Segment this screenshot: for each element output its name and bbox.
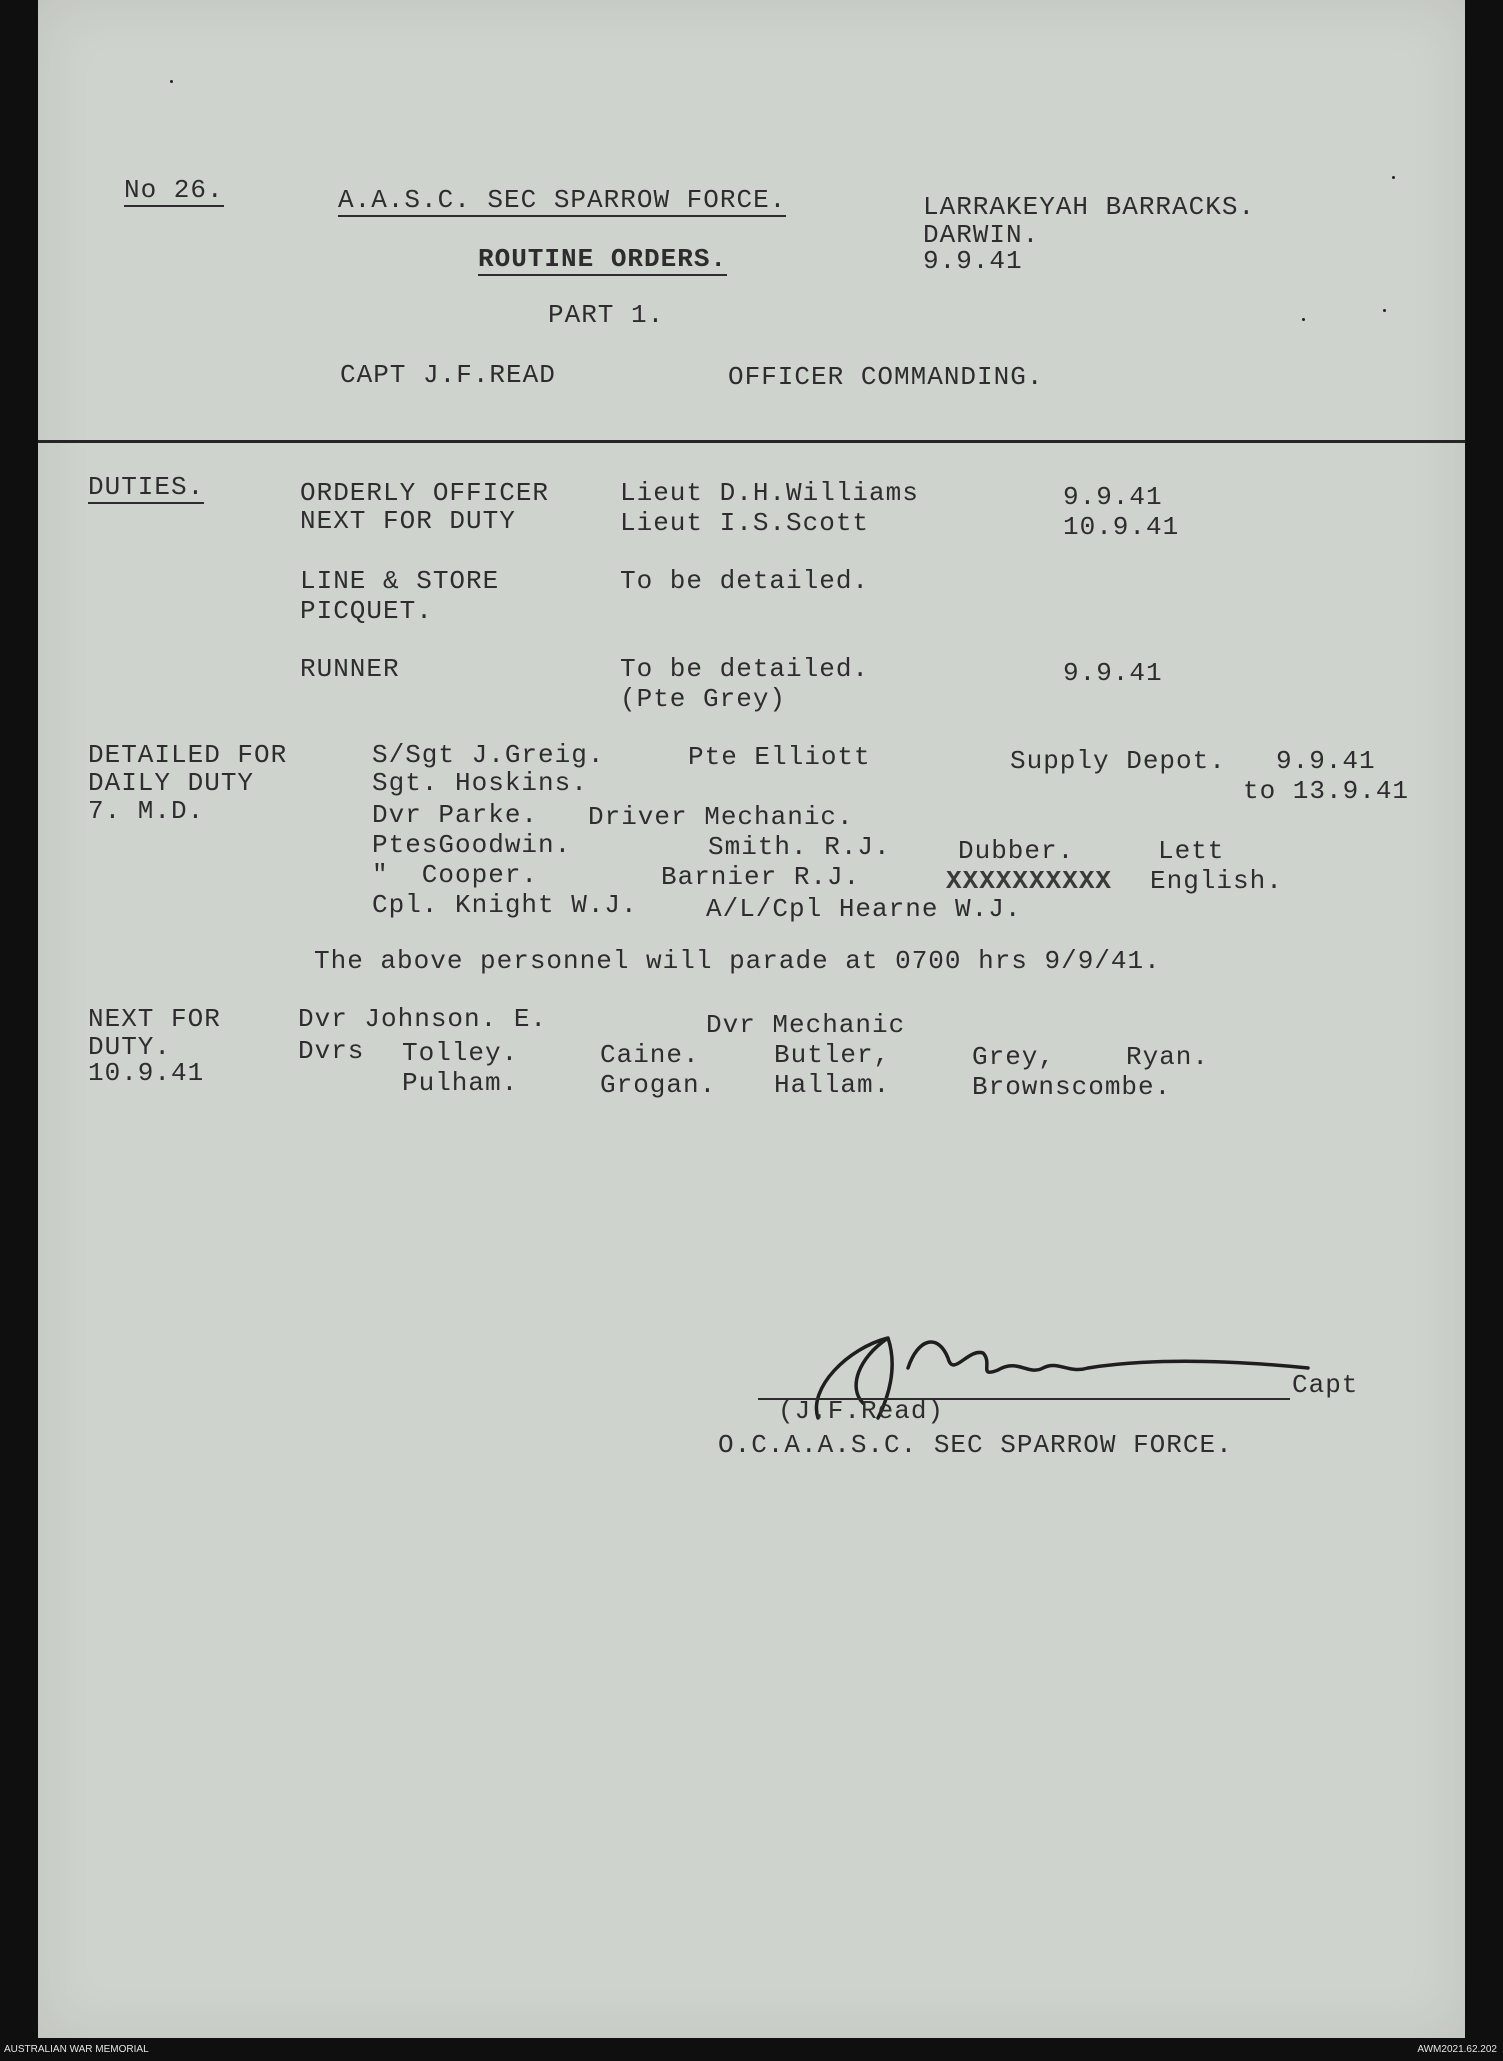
next-duty-heading: NEXT FOR	[88, 1004, 221, 1034]
next-duty-heading: 10.9.41	[88, 1058, 205, 1088]
duty-person: Lieut I.S.Scott	[620, 508, 870, 538]
order-date: 9.9.41	[923, 246, 1023, 276]
document-title: ROUTINE ORDERS.	[478, 244, 728, 274]
daily-duty-heading: DETAILED FOR	[88, 740, 288, 770]
daily-duty-entry: English.	[1150, 866, 1283, 896]
next-duty-entry: Grey,	[972, 1042, 1056, 1072]
location-line-2: DARWIN.	[923, 220, 1040, 250]
document-page	[38, 0, 1465, 2038]
daily-duty-entry: Supply Depot.	[1010, 746, 1226, 776]
paper-speck	[1383, 309, 1386, 312]
next-duty-entry: Pulham.	[402, 1068, 519, 1098]
order-number: No 26.	[124, 175, 224, 205]
daily-duty-entry: PtesGoodwin.	[372, 830, 572, 860]
next-duty-entry: Grogan.	[600, 1070, 717, 1100]
commander-name: CAPT J.F.READ	[340, 360, 556, 390]
duty-date: 10.9.41	[1063, 512, 1180, 542]
duty-person: To be detailed.	[620, 654, 870, 684]
duties-heading: DUTIES.	[88, 472, 205, 502]
archive-footer	[0, 2038, 1503, 2061]
next-duty-entry: Caine.	[600, 1040, 700, 1070]
struck-out-entry: XXXXXXXXXX	[946, 866, 1113, 896]
daily-duty-entry: Sgt. Hoskins.	[372, 768, 588, 798]
next-duty-heading: DUTY.	[88, 1032, 172, 1062]
daily-duty-entry: Driver Mechanic.	[588, 802, 854, 832]
daily-duty-entry: A/L/Cpl Hearne W.J.	[706, 894, 1022, 924]
daily-duty-heading: 7. M.D.	[88, 796, 205, 826]
paper-speck	[1302, 318, 1305, 321]
next-duty-entry: Brownscombe.	[972, 1072, 1172, 1102]
daily-duty-entry: to 13.9.41	[1243, 776, 1410, 806]
duty-role: LINE & STORE	[300, 566, 500, 596]
commander-role: OFFICER COMMANDING.	[728, 362, 1044, 392]
header-divider	[38, 440, 1465, 443]
daily-duty-heading: DAILY DUTY	[88, 768, 255, 798]
parade-note: The above personnel will parade at 0700 hrs 9/9/41.	[314, 946, 1161, 976]
daily-duty-entry: " Cooper.	[372, 860, 539, 890]
duty-date: 9.9.41	[1063, 482, 1163, 512]
daily-duty-entry: Cpl. Knight W.J.	[372, 890, 638, 920]
next-duty-entry: Butler,	[774, 1040, 891, 1070]
daily-duty-entry: Smith. R.J.	[708, 832, 891, 862]
duty-role: RUNNER	[300, 654, 400, 684]
signature-name: (J.F.Read)	[778, 1396, 945, 1426]
daily-duty-entry: Dubber.	[958, 836, 1075, 866]
next-duty-entry: Hallam.	[774, 1070, 891, 1100]
duty-role: ORDERLY OFFICER	[300, 478, 550, 508]
daily-duty-entry: Pte Elliott	[688, 742, 871, 772]
location-line-1: LARRAKEYAH BARRACKS.	[923, 192, 1256, 222]
duty-role: PICQUET.	[300, 596, 433, 626]
next-duty-entry: Tolley.	[402, 1038, 519, 1068]
daily-duty-entry: 9.9.41	[1276, 746, 1376, 776]
archive-name: AUSTRALIAN WAR MEMORIAL	[4, 2044, 149, 2055]
signature-rank: Capt	[1292, 1370, 1359, 1400]
paper-speck	[170, 80, 173, 83]
paper-speck	[1392, 176, 1395, 179]
unit-name: A.A.S.C. SEC SPARROW FORCE.	[338, 185, 787, 215]
signature-appointment: O.C.A.A.S.C. SEC SPARROW FORCE.	[718, 1430, 1233, 1460]
daily-duty-entry: S/Sgt J.Greig.	[372, 740, 605, 770]
next-duty-entry: Dvrs	[298, 1036, 365, 1066]
duty-person: (Pte Grey)	[620, 684, 787, 714]
daily-duty-entry: Lett	[1158, 836, 1225, 866]
duty-person: To be detailed.	[620, 566, 870, 596]
daily-duty-entry: Barnier R.J.	[661, 862, 861, 892]
next-duty-entry: Dvr Mechanic	[706, 1010, 906, 1040]
duty-person: Lieut D.H.Williams	[620, 478, 919, 508]
duty-role: NEXT FOR DUTY	[300, 506, 516, 536]
next-duty-entry: Ryan.	[1126, 1042, 1210, 1072]
part-number: PART 1.	[548, 300, 665, 330]
next-duty-entry: Dvr Johnson. E.	[298, 1004, 548, 1034]
duty-date: 9.9.41	[1063, 658, 1163, 688]
archive-reference: AWM2021.62.202	[1417, 2044, 1497, 2055]
daily-duty-entry: Dvr Parke.	[372, 800, 539, 830]
